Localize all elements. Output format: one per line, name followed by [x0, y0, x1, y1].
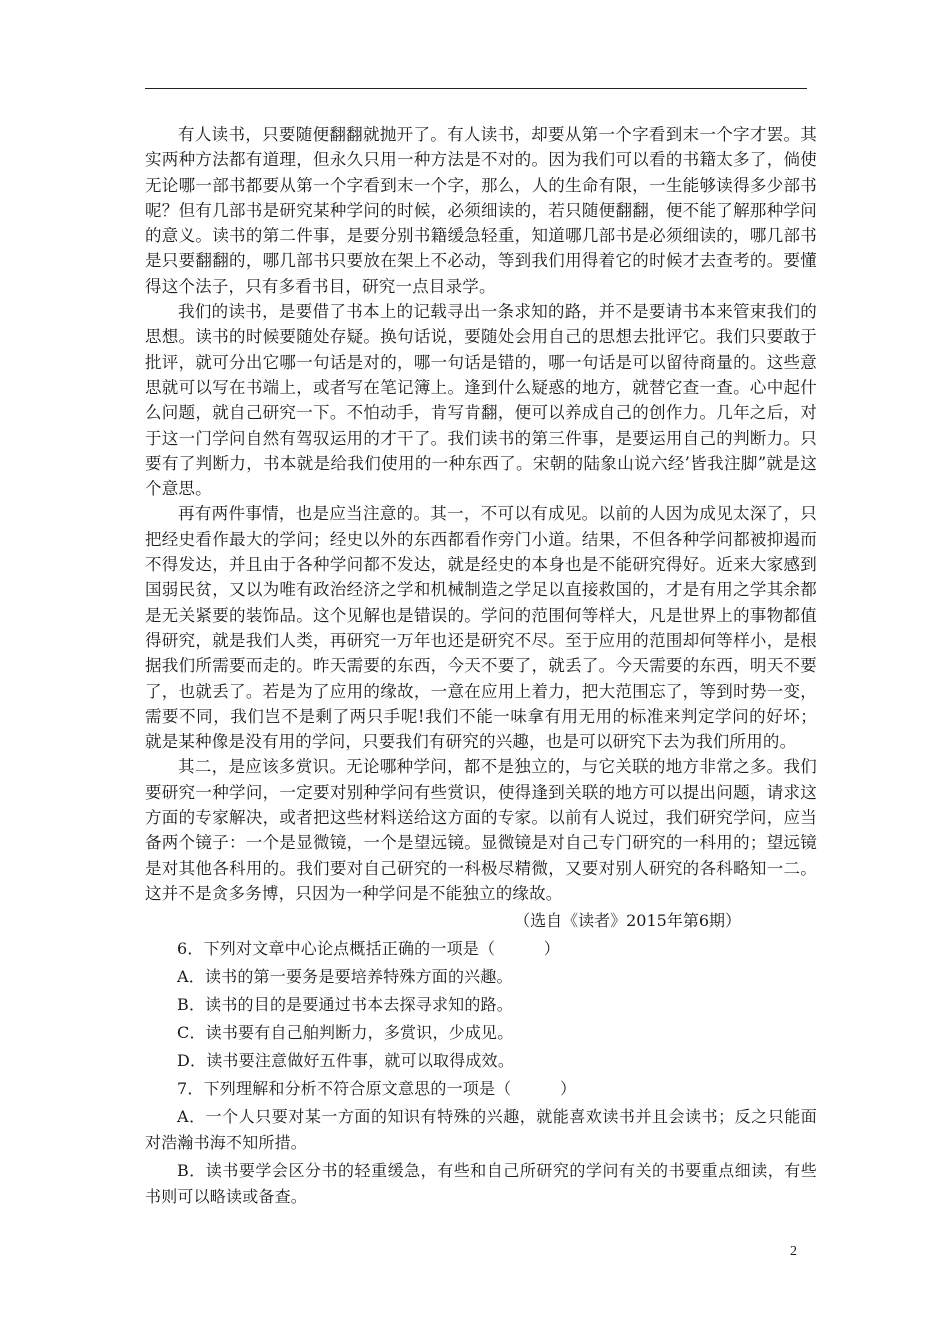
question-7-stem: 7．下列理解和分析不符合原文意思的一项是（ ）: [177, 1079, 577, 1099]
header-rule: [145, 88, 807, 89]
question-7-option-b: B．读书要学会区分书的轻重缓急，有些和自己所研究的学问有关的书要重点细读，有些书则可以略读或备查。: [145, 1161, 817, 1206]
page-number: 2: [790, 1244, 797, 1259]
question-6-option-c: C．读书要有自己舶判断力，多赏识，少成见。: [177, 1023, 514, 1043]
article-paragraph-2: 我们的读书，是要借了书本上的记载寻出一条求知的路，并不是要请书本来管束我们的思想。读书的时候要随处存疑。换句话说，要随处会用自己的思想去批评它。我们只要敢于批评，就可分出它哪一句话是对的，哪一句话是错的，哪一句话是可以留待商量的。这些意思就可以写在书端上，或者写在笔记簿上。逢到什么疑惑的地方，就替它查一查。心中起什么问题，就自己研究一下。不怕动手，肯写肯翻，便可以养成自己的创作力。几年之后，对于这一门学问自然有驾驭运用的才干了。我们读书的第三件事，是要运用自己的判断力。只要有了判断力，书本就是给我们使用的一种东西了。宋朝的陆象山说六经’皆我注脚”就是这个意思。: [145, 302, 817, 499]
question-7-option-a: A．一个人只要对某一方面的知识有特殊的兴趣，就能喜欢读书并且会读书；反之只能面对浩瀚书海不知所措。: [145, 1107, 817, 1152]
question-6-option-d: D．读书要注意做好五件事，就可以取得成效。: [177, 1051, 515, 1071]
question-6-option-a: A．读书的第一要务是要培养特殊方面的兴趣。: [177, 967, 513, 987]
article-source: （选自《读者》2015年第6期）: [514, 911, 741, 931]
article-paragraph-1: 有人读书，只要随便翻翻就抛开了。有人读书，却要从第一个字看到末一个字才罢。其实两种方法都有道理，但永久只用一种方法是不对的。因为我们可以看的书籍太多了，倘使无论哪一部书都要从第一个字看到末一个字，那么，人的生命有限，一生能够读得多少部书呢？但有几部书是研究某种学问的时候，必须细读的，若只随便翻翻，便不能了解那种学问的意义。读书的第二件事，是要分别书籍缓急轻重，知道哪几部书是必须细读的，哪几部书是只要翻翻的，哪几部书只要放在架上不必动，等到我们用得着它的时候才去查考的。要懂得这个法子，只有多看书目，研究一点目录学。: [145, 125, 817, 296]
article-paragraph-3: 再有两件事情，也是应当注意的。其一，不可以有成见。以前的人因为成见太深了，只把经史看作最大的学问；经史以外的东西都看作旁门小道。结果，不但各种学问都被抑遏而不得发达，并且由于各种学问都不发达，就是经史的本身也是不能研究得好。近来大家感到国弱民贫，又以为唯有政治经济之学和机械制造之学足以直接救国的，才是有用之学其余都是无关紧要的装饰品。这个见解也是错误的。学问的范围何等样大，凡是世界上的事物都值得研究，就是我们人类，再研究一万年也还是研究不尽。至于应用的范围却何等样小，是根据我们所需要而走的。昨天需要的东西，今天不要了，就丢了。今天需要的东西，明天不要了，也就丢了。若是为了应用的缘故，一意在应用上着力，把大范围忘了，等到时势一变，需要不同，我们岂不是剩了两只手呢!我们不能一味拿有用无用的标准来判定学问的好坏；就是某种像是没有用的学问，只要我们有研究的兴趣，也是可以研究下去为我们所用的。: [145, 504, 817, 752]
document-body: [145, 122, 817, 1209]
article-paragraph-4: 其二，是应该多赏识。无论哪种学问，都不是独立的，与它关联的地方非常之多。我们要研究一种学问，一定要对别种学问有些赏识，使得逢到关联的地方可以提出问题，请求这方面的专家解决，或者把这些材料送给这方面的专家。以前有人说过，我们研究学问，应当备两个镜子：一个是显微镜，一个是望远镜。显微镜是对自己专门研究的一科用的；望远镜是对其他各科用的。我们要对自己研究的一科极尽精微，又要对别人研究的各科略知一二。这并不是贪多务博，只因为一种学问是不能独立的缘故。: [145, 757, 817, 903]
question-6-stem: 6．下列对文章中心论点概括正确的一项是（ ）: [177, 939, 560, 959]
question-6-option-b: B．读书的目的是要通过书本去探寻求知的路。: [177, 995, 513, 1015]
